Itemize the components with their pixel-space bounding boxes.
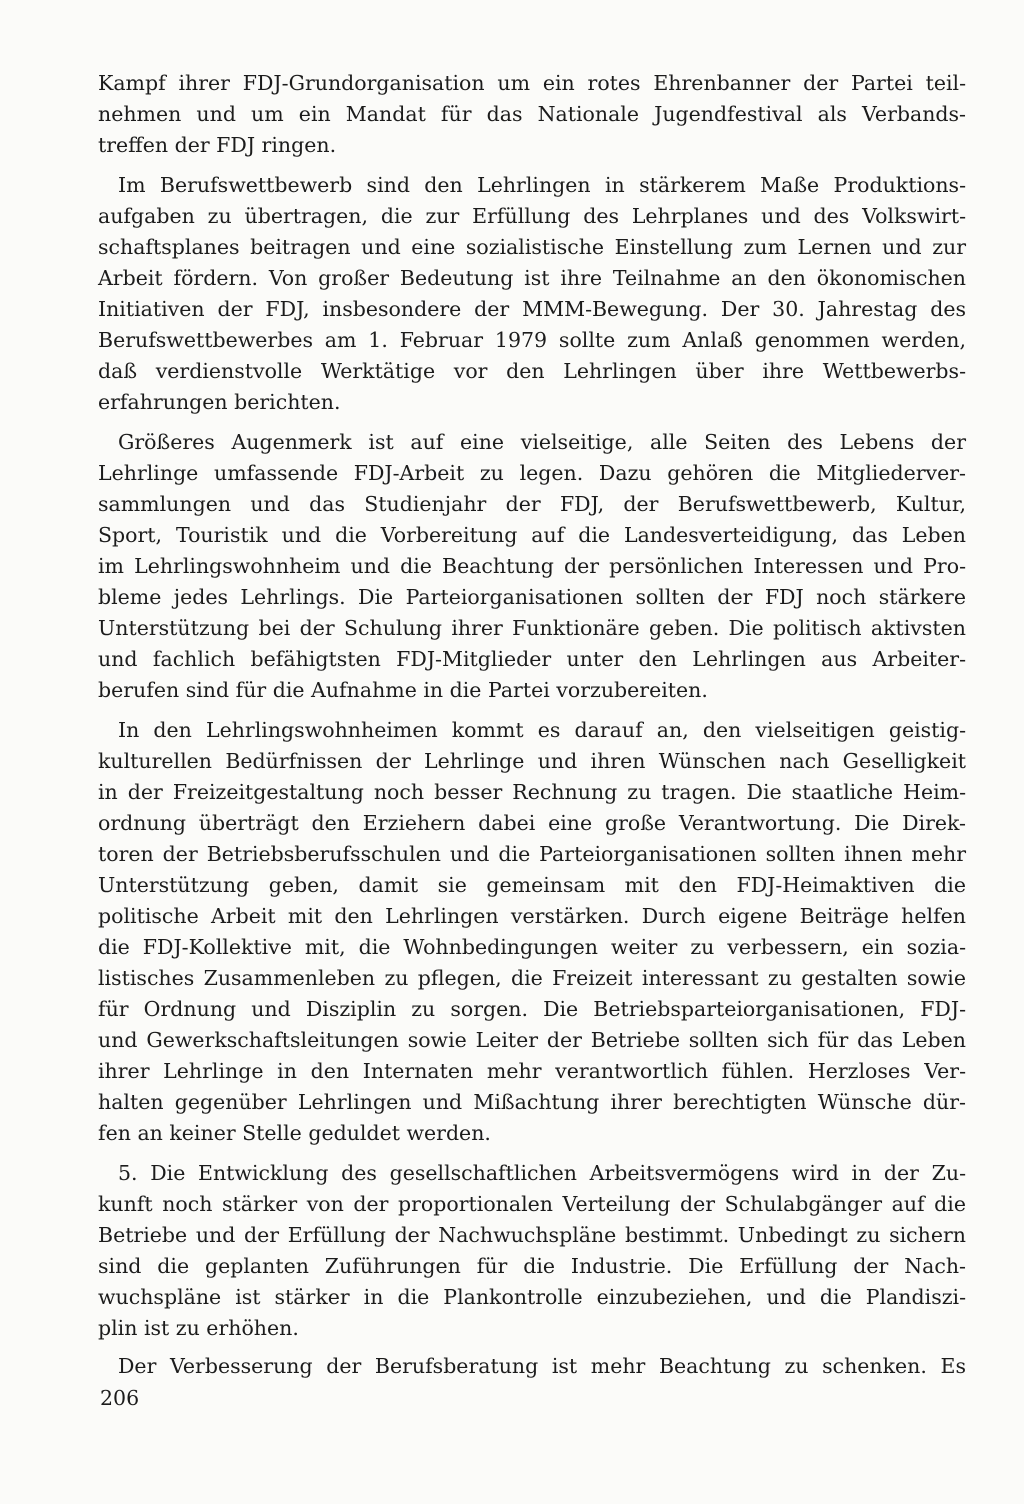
text-line: berufen sind für die Aufnahme in die Partei vorzubereiten. <box>98 678 708 702</box>
text-line: halten gegenüber Lehrlingen und Mißachtung ihrer berechtigten Wünsche dür- <box>98 1090 966 1114</box>
text-line: daß verdienstvolle Werktätige vor den Lehrlingen über ihre Wettbewerbs- <box>98 359 966 383</box>
text-line: die FDJ-Kollektive mit, die Wohnbedingungen weiter zu verbessern, ein sozia- <box>98 935 966 959</box>
text-line: schaftsplanes beitragen und eine sozialistische Einstellung zum Lernen und zur <box>98 235 966 259</box>
text-line: fen an keiner Stelle geduldet werden. <box>98 1121 491 1145</box>
book-page <box>98 68 966 1488</box>
text-line: Betriebe und der Erfüllung der Nachwuchspläne bestimmt. Unbedingt zu sichern <box>98 1223 966 1247</box>
text-line: erfahrungen berichten. <box>98 390 341 414</box>
text-line: nehmen und um ein Mandat für das Nationale Jugendfestival als Verbands- <box>98 102 966 126</box>
text-line: Im Berufswettbewerb sind den Lehrlingen in stärkerem Maße Produktions- <box>118 173 966 197</box>
text-line: Arbeit fördern. Von großer Bedeutung ist ihre Teilnahme an den ökonomischen <box>98 266 966 290</box>
text-line: treffen der FDJ ringen. <box>98 133 337 157</box>
text-line: plin ist zu erhöhen. <box>98 1316 299 1340</box>
text-line: Unterstützung bei der Schulung ihrer Funktionäre geben. Die politisch aktivsten <box>98 616 966 640</box>
text-line: kunft noch stärker von der proportionalen Verteilung der Schulabgänger auf die <box>98 1192 966 1216</box>
text-line: politische Arbeit mit den Lehrlingen verstärken. Durch eigene Beiträge helfen <box>98 904 966 928</box>
text-line: Sport, Touristik und die Vorbereitung auf die Landesverteidigung, das Leben <box>98 523 966 547</box>
text-line: Unterstützung geben, damit sie gemeinsam mit den FDJ-Heimaktiven die <box>98 873 966 897</box>
text-line: und fachlich befähigtsten FDJ-Mitglieder unter den Lehrlingen aus Arbeiter- <box>98 647 966 671</box>
text-line: bleme jedes Lehrlings. Die Parteiorganisationen sollten der FDJ noch stärkere <box>98 585 966 609</box>
text-line: toren der Betriebsberufsschulen und die Parteiorganisationen sollten ihnen mehr <box>98 842 966 866</box>
text-line: ordnung überträgt den Erziehern dabei eine große Verantwortung. Die Direk- <box>98 811 966 835</box>
text-line: 5. Die Entwicklung des gesellschaftlichen Arbeitsvermögens wird in der Zu- <box>118 1161 966 1185</box>
text-line: im Lehrlingswohnheim und die Beachtung der persönlichen Interessen und Pro- <box>98 554 966 578</box>
text-line: in der Freizeitgestaltung noch besser Rechnung zu tragen. Die staatliche Heim- <box>98 780 966 804</box>
text-line: Größeres Augenmerk ist auf eine vielseitige, alle Seiten des Lebens der <box>118 430 966 454</box>
text-line: sammlungen und das Studienjahr der FDJ, der Berufswettbewerb, Kultur, <box>98 492 966 516</box>
text-line: Initiativen der FDJ, insbesondere der MMM-Bewegung. Der 30. Jahrestag des <box>98 297 966 321</box>
text-line: Der Verbesserung der Berufsberatung ist mehr Beachtung zu schenken. Es <box>118 1354 966 1378</box>
text-line: Berufswettbewerbes am 1. Februar 1979 sollte zum Anlaß genommen werden, <box>98 328 966 352</box>
text-line: und Gewerkschaftsleitungen sowie Leiter der Betriebe sollten sich für das Leben <box>98 1028 966 1052</box>
text-line: sind die geplanten Zuführungen für die Industrie. Die Erfüllung der Nach- <box>98 1254 966 1278</box>
text-line: ihrer Lehrlinge in den Internaten mehr verantwortlich fühlen. Herzloses Ver- <box>98 1059 966 1083</box>
page-number: 206 <box>100 1386 140 1410</box>
text-line: listisches Zusammenleben zu pflegen, die Freizeit interessant zu gestalten sowie <box>98 966 966 990</box>
text-line: kulturellen Bedürfnissen der Lehrlinge und ihren Wünschen nach Geselligkeit <box>98 749 966 773</box>
text-line: Lehrlinge umfassende FDJ-Arbeit zu legen. Dazu gehören die Mitgliederver- <box>98 461 966 485</box>
text-line: wuchspläne ist stärker in die Plankontrolle einzubeziehen, und die Plandiszi- <box>98 1285 966 1309</box>
text-line: In den Lehrlingswohnheimen kommt es darauf an, den vielseitigen geistig- <box>118 718 966 742</box>
text-line: für Ordnung und Disziplin zu sorgen. Die Betriebsparteiorganisationen, FDJ- <box>98 997 966 1021</box>
text-line: Kampf ihrer FDJ-Grundorganisation um ein rotes Ehrenbanner der Partei teil- <box>98 71 966 95</box>
text-line: aufgaben zu übertragen, die zur Erfüllung des Lehrplanes und des Volkswirt- <box>98 204 966 228</box>
